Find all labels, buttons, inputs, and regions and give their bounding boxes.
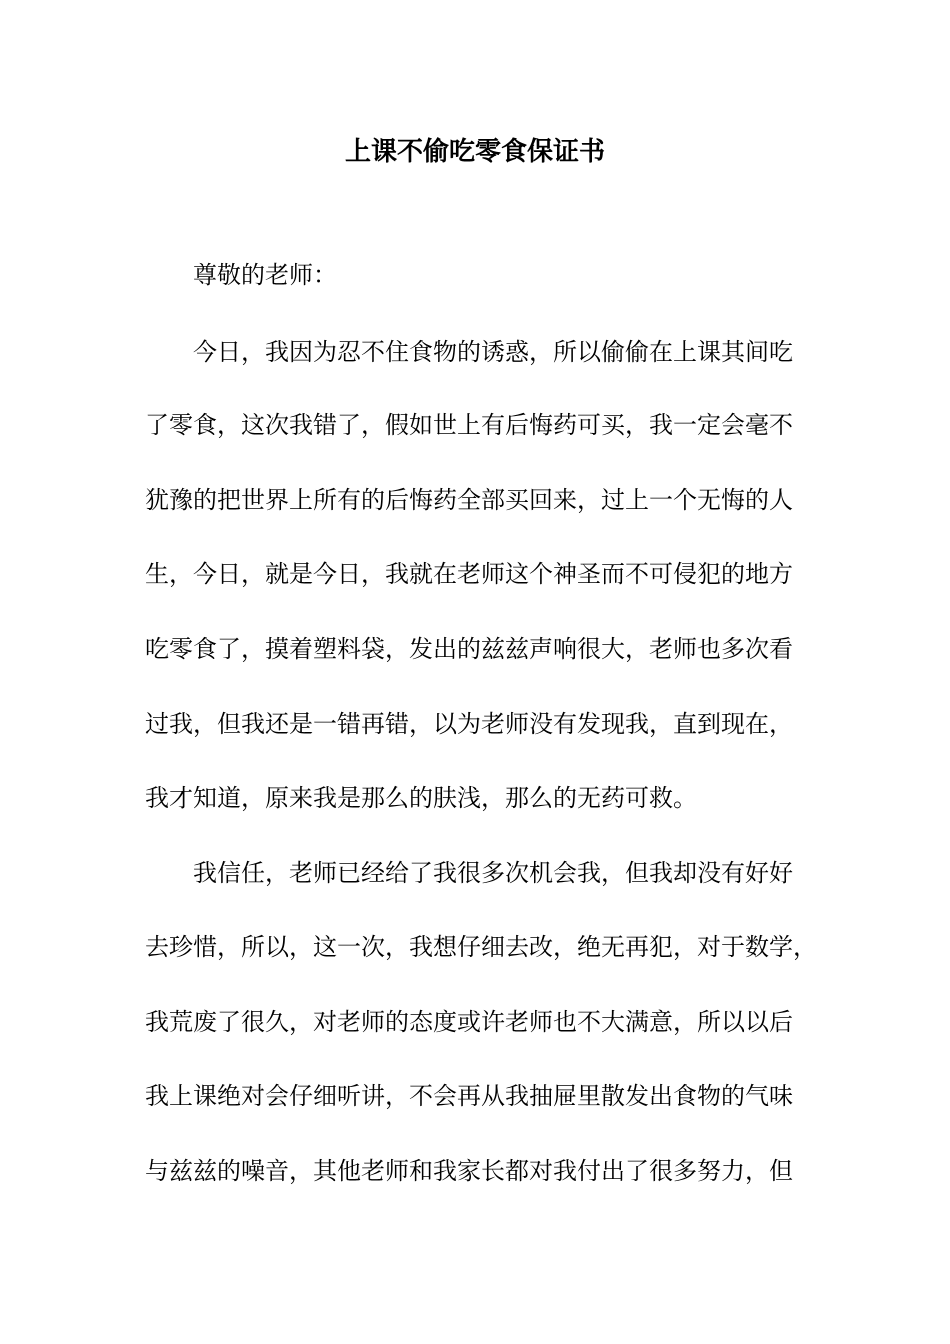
paragraph-line: 吃零食了，摸着塑料袋，发出的兹兹声响很大，老师也多次看 (145, 635, 793, 663)
paragraph-line: 犹豫的把世界上所有的后悔药全部买回来，过上一个无悔的人 (145, 486, 793, 514)
paragraph-line: 我信任，老师已经给了我很多次机会我，但我却没有好好 (193, 859, 793, 887)
paragraph-line: 过我，但我还是一错再错，以为老师没有发现我，直到现在， (145, 710, 793, 738)
document-title: 上课不偷吃零食保证书 (344, 137, 605, 167)
paragraph-line: 了零食，这次我错了，假如世上有后悔药可买，我一定会毫不 (145, 411, 793, 439)
paragraph-line: 与兹兹的噪音，其他老师和我家长都对我付出了很多努力，但 (145, 1157, 793, 1185)
paragraph-line: 我上课绝对会仔细听讲，不会再从我抽屉里散发出食物的气味 (145, 1082, 793, 1110)
paragraph-line: 我荒废了很久，对老师的态度或许老师也不大满意，所以以后 (145, 1008, 793, 1036)
salutation: 尊敬的老师： (193, 261, 337, 289)
paragraph-line: 去珍惜，所以，这一次，我想仔细去改，绝无再犯，对于数学， (145, 933, 817, 961)
paragraph-line: 生，今日，就是今日，我就在老师这个神圣而不可侵犯的地方 (145, 560, 793, 588)
paragraph-line: 今日，我因为忍不住食物的诱惑，所以偷偷在上课其间吃 (193, 338, 793, 366)
paragraph-line: 我才知道，原来我是那么的肤浅，那么的无药可救。 (145, 784, 697, 812)
